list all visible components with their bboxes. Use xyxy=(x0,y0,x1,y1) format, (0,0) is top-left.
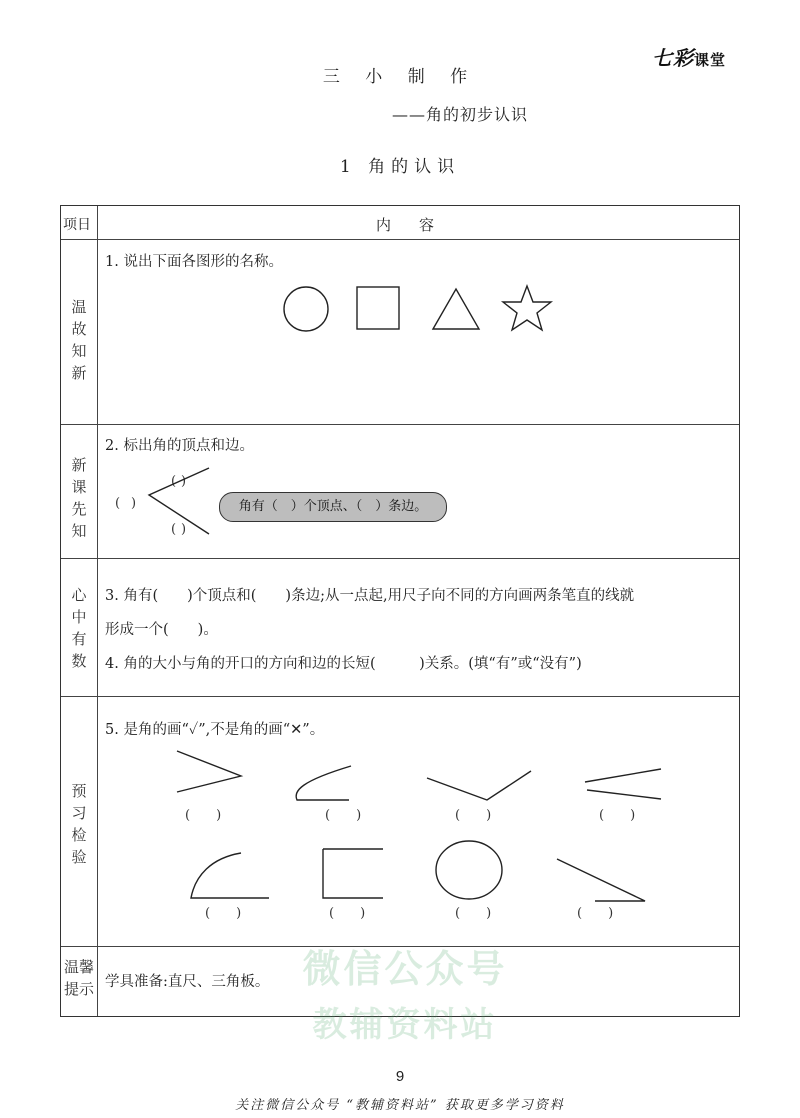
question-3-line-2: 形成一个( )。 xyxy=(105,622,218,638)
answer-blank: ( ) xyxy=(455,808,492,823)
answer-blank: ( ) xyxy=(205,906,242,921)
circle-shape xyxy=(284,287,328,331)
tip-text: 学具准备:直尺、三角板。 xyxy=(105,974,270,990)
row-label-tip: 温馨 提示 xyxy=(63,958,94,998)
star-shape xyxy=(503,286,551,330)
unit-title: 三 小 制 作 xyxy=(322,67,478,87)
header-content: 内容 xyxy=(375,216,462,234)
question-5: 5. 是角的画“✓”,不是角的画“✕”。 xyxy=(105,722,325,738)
answer-blank: ( ) xyxy=(455,906,492,921)
row-label-preview: 新 课 先 知 xyxy=(71,456,87,540)
curved-figure-2 xyxy=(296,766,351,800)
brand-logo: 七彩课堂 xyxy=(652,46,727,70)
triangle-shape xyxy=(433,289,479,329)
row-label-check: 预 习 检 验 xyxy=(71,782,87,866)
lesson-title: 1 角的认识 xyxy=(339,157,461,177)
row-label-review: 温 故 知 新 xyxy=(71,298,87,382)
angle-figure-1 xyxy=(177,751,241,792)
row-label-summary: 心 中 有 数 xyxy=(71,586,87,670)
open-lines-figure-4 xyxy=(585,769,661,799)
watermark: 微信公众号 教辅资料站 xyxy=(302,947,508,1045)
answer-blank: ( ) xyxy=(185,808,222,823)
question-3-line-1: 3. 角有( )个顶点和( )条边;从一点起,用尺子向不同的方向画两条笔直的线就 xyxy=(105,588,635,604)
page-number: 9 xyxy=(395,1068,405,1085)
header-item: 项日 xyxy=(63,217,91,233)
answer-blank: ( ) xyxy=(599,808,636,823)
angle-figure-8 xyxy=(557,859,645,901)
question-2: 2. 标出角的顶点和边。 xyxy=(105,438,254,454)
answer-blank: ( ) xyxy=(325,808,362,823)
question-1: 1. 说出下面各图形的名称。 xyxy=(105,254,283,270)
angle-figure-3 xyxy=(427,771,531,800)
curved-figure-5 xyxy=(191,853,269,898)
footer-note: 关注微信公众号 “教辅资料站” 获取更多学习资料 xyxy=(235,1098,565,1113)
answer-blank: ( ) xyxy=(329,906,366,921)
unit-subtitle: ——角的初步认识 xyxy=(392,105,529,124)
angle-figure xyxy=(149,468,209,534)
angle-summary-pill: 角有（ ）个顶点、（ ）条边。 xyxy=(219,492,447,522)
answer-blank: ( ) xyxy=(577,906,614,921)
lesson-table: 项日 内容 温 故 知 新 1. 说出下面各图形的名称。 新 课 先 知 2. 标出角的顶点和边。 角有（ ）个顶点、（ ）条边。 ( ) ( ) ( ) 心 中 有 数 3. 角有( )个顶点和( )条边;从一点起,用尺子向不同的方向画两条笔直的线就 形成一个( )。 4. 角的大小与角的开口的方向和边的长短( )关系。(填“有”或“没有”) 预 习 检 验 5. 是角的画“✓”,不是角的画“✕”。 ( ) ( ) ( ) ( ) ( ) ( ) ( ) ( ) 温馨 提示 学具准备:直尺、三角板。 xyxy=(60,205,740,1017)
question-4: 4. 角的大小与角的开口的方向和边的长短( )关系。(填“有”或“没有”) xyxy=(105,656,582,672)
square-shape xyxy=(357,287,399,329)
